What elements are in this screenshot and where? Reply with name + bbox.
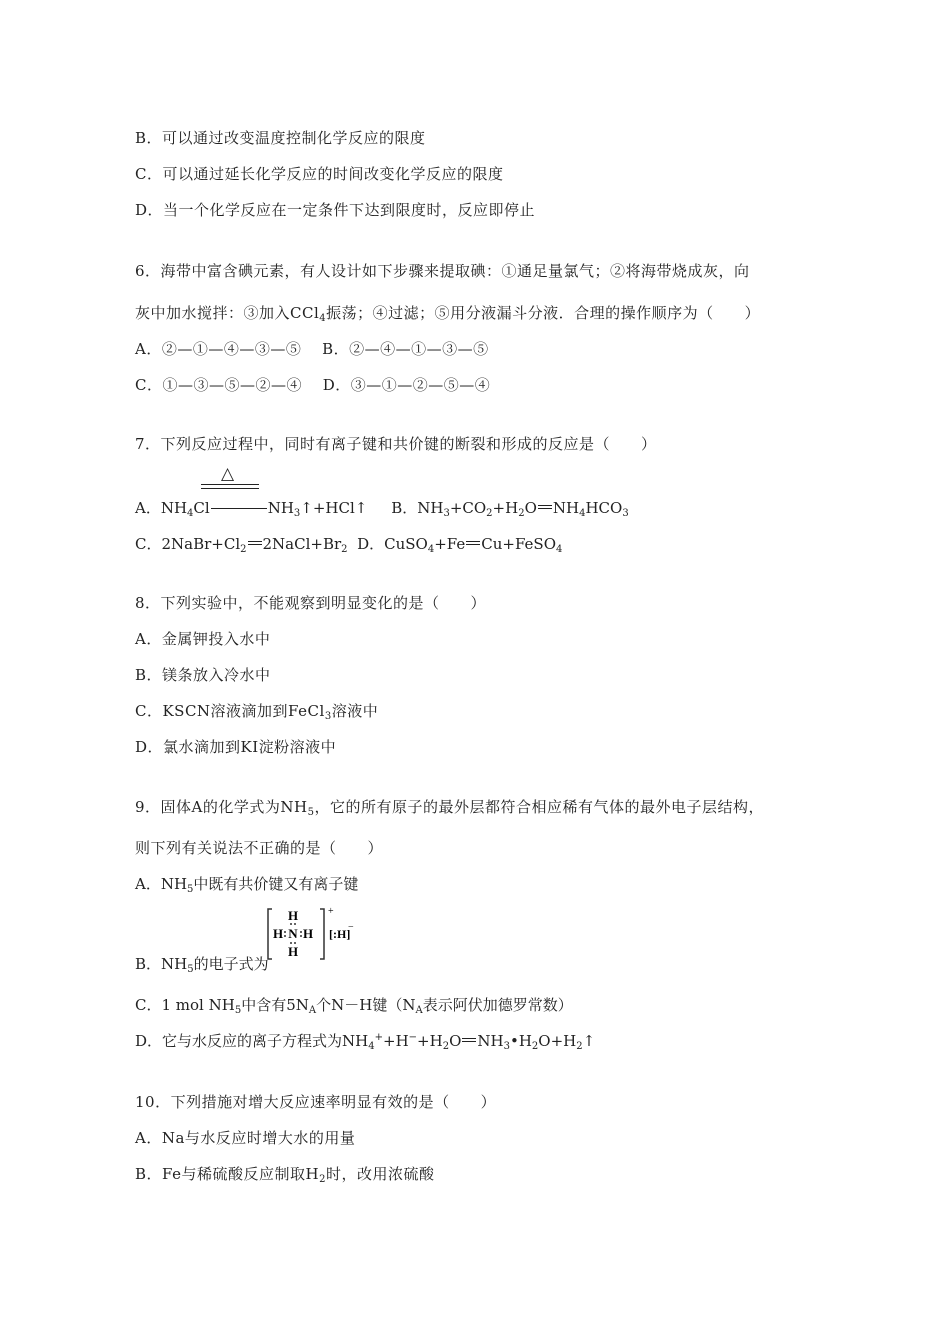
q8-option-d: D．氯水滴加到KI淀粉溶液中: [135, 738, 337, 756]
lewis-structure-image: [264, 905, 354, 963]
q5-option-b: B．可以通过改变温度控制化学反应的限度: [135, 129, 426, 147]
electron-dot: [294, 942, 296, 944]
q10-option-a: A．Na与水反应时增大水的用量: [135, 1129, 356, 1147]
q9-option-a: A．$NH_5$中既有共价键又有离子键: [135, 875, 359, 895]
cation-charge: +: [328, 906, 334, 917]
q5-option-c: C．可以通过延长化学反应的时间改变化学反应的限度: [135, 165, 504, 183]
lewis-h-bottom: H: [287, 944, 299, 959]
electron-dot: [290, 942, 292, 944]
q8-option-b: B．镁条放入冷水中: [135, 666, 271, 684]
equals-sign: [462, 1038, 476, 1042]
q7-stem: 7．下列反应过程中，同时有离子键和共价键的断裂和形成的反应是（ ）: [135, 435, 657, 453]
lewis-n-center: N: [288, 926, 298, 941]
right-bracket: [320, 909, 324, 959]
q10-option-b: B．Fe与稀硫酸反应制取$H_2$时，改用浓硫酸: [135, 1165, 435, 1185]
electron-dot: [300, 935, 302, 937]
electron-dot: [284, 931, 286, 933]
lewis-h-left: H: [272, 926, 284, 941]
q5-option-d: D．当一个化学反应在一定条件下达到限度时，反应即停止: [135, 201, 536, 219]
nh5-electron-formula: [264, 905, 354, 963]
q6-options-cd: C．①—③—⑤—②—④ D．③—①—②—⑤—④: [135, 376, 491, 394]
q6-stem-line1: 6．海带中富含碘元素，有人设计如下步骤来提取碘：①通足量氯气；②将海带烧成灰，向: [135, 262, 750, 280]
equals-sign: [466, 541, 480, 545]
reaction-line: [211, 508, 267, 509]
electron-dot: [284, 935, 286, 937]
equals-sign: [248, 541, 262, 545]
q7-options-ab: A．$NH_4Cl$ $NH_3↑+HCl↑$ B．$NH_3+CO_2+H_2O$ $NH_4HCO_3$: [135, 499, 629, 519]
heat-symbol: △: [221, 464, 235, 484]
q8-option-c: C．KSCN溶液滴加到FeCl$_3$溶液中: [135, 702, 379, 722]
q9-stem-line1: 9．固体A的化学式为$NH_5$，它的所有原子的最外层都符合相应稀有气体的最外电子层结构，: [135, 798, 764, 818]
q8-stem: 8．下列实验中，不能观察到明显变化的是（ ）: [135, 594, 487, 612]
electron-dot: [290, 923, 292, 925]
anion-charge: −: [348, 922, 354, 933]
q9-option-c: C．1 mol $NH_5$中含有$5N_A$个N－H键（$N_A$表示阿伏加德罗常数）: [135, 996, 573, 1016]
q8-option-a: A．金属钾投入水中: [135, 630, 271, 648]
q9-option-b: B．$NH_5$的电子式为: [135, 955, 269, 975]
q6-stem-line2: 灰中加水搅拌：③加入CCl$_4$振荡；④过滤；⑤用分液漏斗分液．合理的操作顺序为（ ）: [135, 304, 761, 324]
heat-bar-top: [201, 484, 259, 485]
q7-options-cd: C．$2NaBr+Cl_2$ $2NaCl+Br_2$ D．CuSO$_4$+Fe Cu+FeSO$_4$: [135, 535, 563, 555]
q9-stem-line2: 则下列有关说法不正确的是（ ）: [135, 839, 384, 857]
lewis-h-top: H: [287, 908, 299, 923]
heat-bar-bottom: [201, 488, 259, 489]
left-bracket: [268, 909, 272, 959]
q9-option-d: D．它与水反应的离子方程式为$NH_4^++H^-+H_2O$ $NH_3•H_2O+H_2↑$: [135, 1032, 596, 1052]
electron-dot: [294, 923, 296, 925]
lewis-h-right: H: [302, 926, 314, 941]
hydride-anion: [:H]: [329, 927, 351, 941]
q6-options-ab: A．②—①—④—③—⑤ B．②—④—①—③—⑤: [135, 340, 489, 358]
equals-sign: [538, 505, 552, 509]
q10-stem: 10．下列措施对增大反应速率明显有效的是（ ）: [135, 1093, 497, 1111]
electron-dot: [300, 931, 302, 933]
